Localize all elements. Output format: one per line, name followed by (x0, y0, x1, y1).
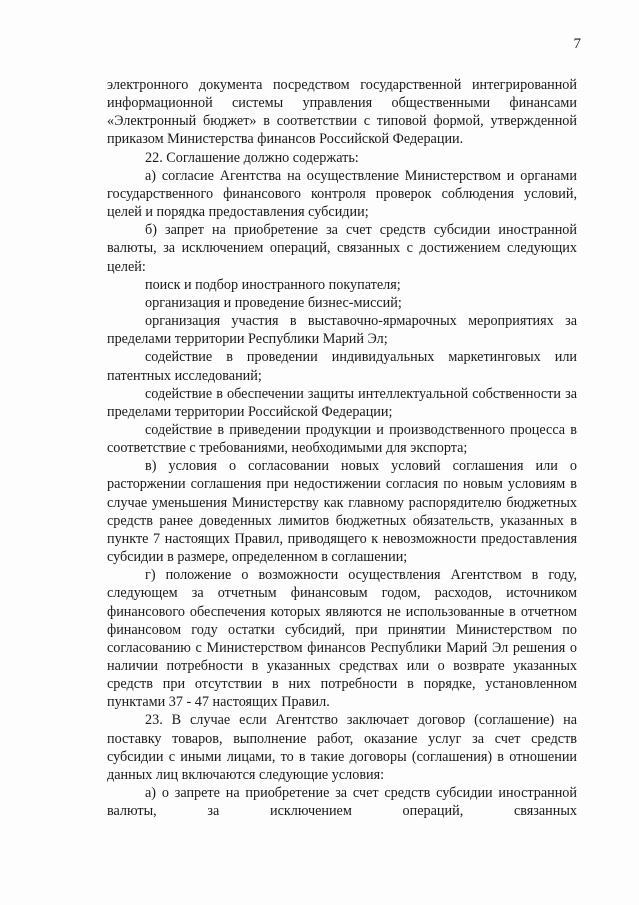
list-item-export-compliance: содействие в приведении продукции и производственного процесса в соответствие с требованиями, необходимыми для экспорта; (107, 421, 577, 457)
paragraph-clause-23: 23. В случае если Агентство заключает договор (соглашение) на поставку товаров, выполнение работ, оказание услуг за счет средств субсидии с иными лицами, то в такие договоры (соглашения) в отношении данных лиц включаются следующие условия: (107, 712, 577, 783)
document-body (107, 76, 577, 820)
list-item-buyer-search: поиск и подбор иностранного покупателя; (145, 276, 401, 293)
list-item-ip-protection: содействие в обеспечении защиты интеллектуальной собственности за пределами территории Российской Федерации; (107, 385, 577, 420)
paragraph-clause-22: 22. Соглашение должно содержать: (145, 149, 359, 166)
paragraph-clause-22g: г) положение о возможности осуществления Агентством в году, следующем за отчетным финансовым годом, расходов, источником финансового обеспечения которых являются не использованные в отчетном финансовом году остатки субсидий, при принятии Министерством по согласованию с Министерством финансов Республики Марий Эл решения о наличии потребности в указанных средствах или о возврате указанных средств при отсутствии в них потребности в порядке, установленном пунктами 37 - 47 настоящих Правил. (107, 567, 577, 711)
list-item-marketing-research: содействие в проведении индивидуальных маркетинговых или патентных исследований; (107, 349, 577, 384)
paragraph-clause-22b: б) запрет на приобретение за счет средств субсидии иностранной валюты, за исключением операций, связанных с достижением следующих целей: (107, 222, 577, 275)
paragraph-clause-23a: а) о запрете на приобретение за счет средств субсидии иностранной валюты, за исключением операций, связанных (107, 785, 577, 820)
list-item-business-missions: организация и проведение бизнес-миссий; (145, 294, 402, 311)
paragraph-continuation: электронного документа посредством государственной интегрированной информационной системы управления общественными финансами «Электронный бюджет» в соответствии с типовой формой, утвержденной приказом Министерства финансов Российской Федерации. (107, 77, 577, 148)
paragraph-clause-22v: в) условия о согласовании новых условий соглашения или о расторжении соглашения при недостижении согласия по новым условиям в случае уменьшения Министерству как главному распорядителю бюджетных средств ранее доведенных лимитов бюджетных обязательств, указанных в пункте 7 настоящих Правил, приводящего к невозможности предоставления субсидии в размере, определенном в соглашении; (107, 458, 577, 566)
paragraph-clause-22a: а) согласие Агентства на осуществление Министерством и органами государственного финансового контроля проверок соблюдения условий, целей и порядка предоставления субсидии; (107, 167, 577, 221)
page-number: 7 (573, 36, 581, 52)
list-item-exhibitions: организация участия в выставочно-ярмарочных мероприятиях за пределами территории Республики Марий Эл; (107, 313, 577, 348)
